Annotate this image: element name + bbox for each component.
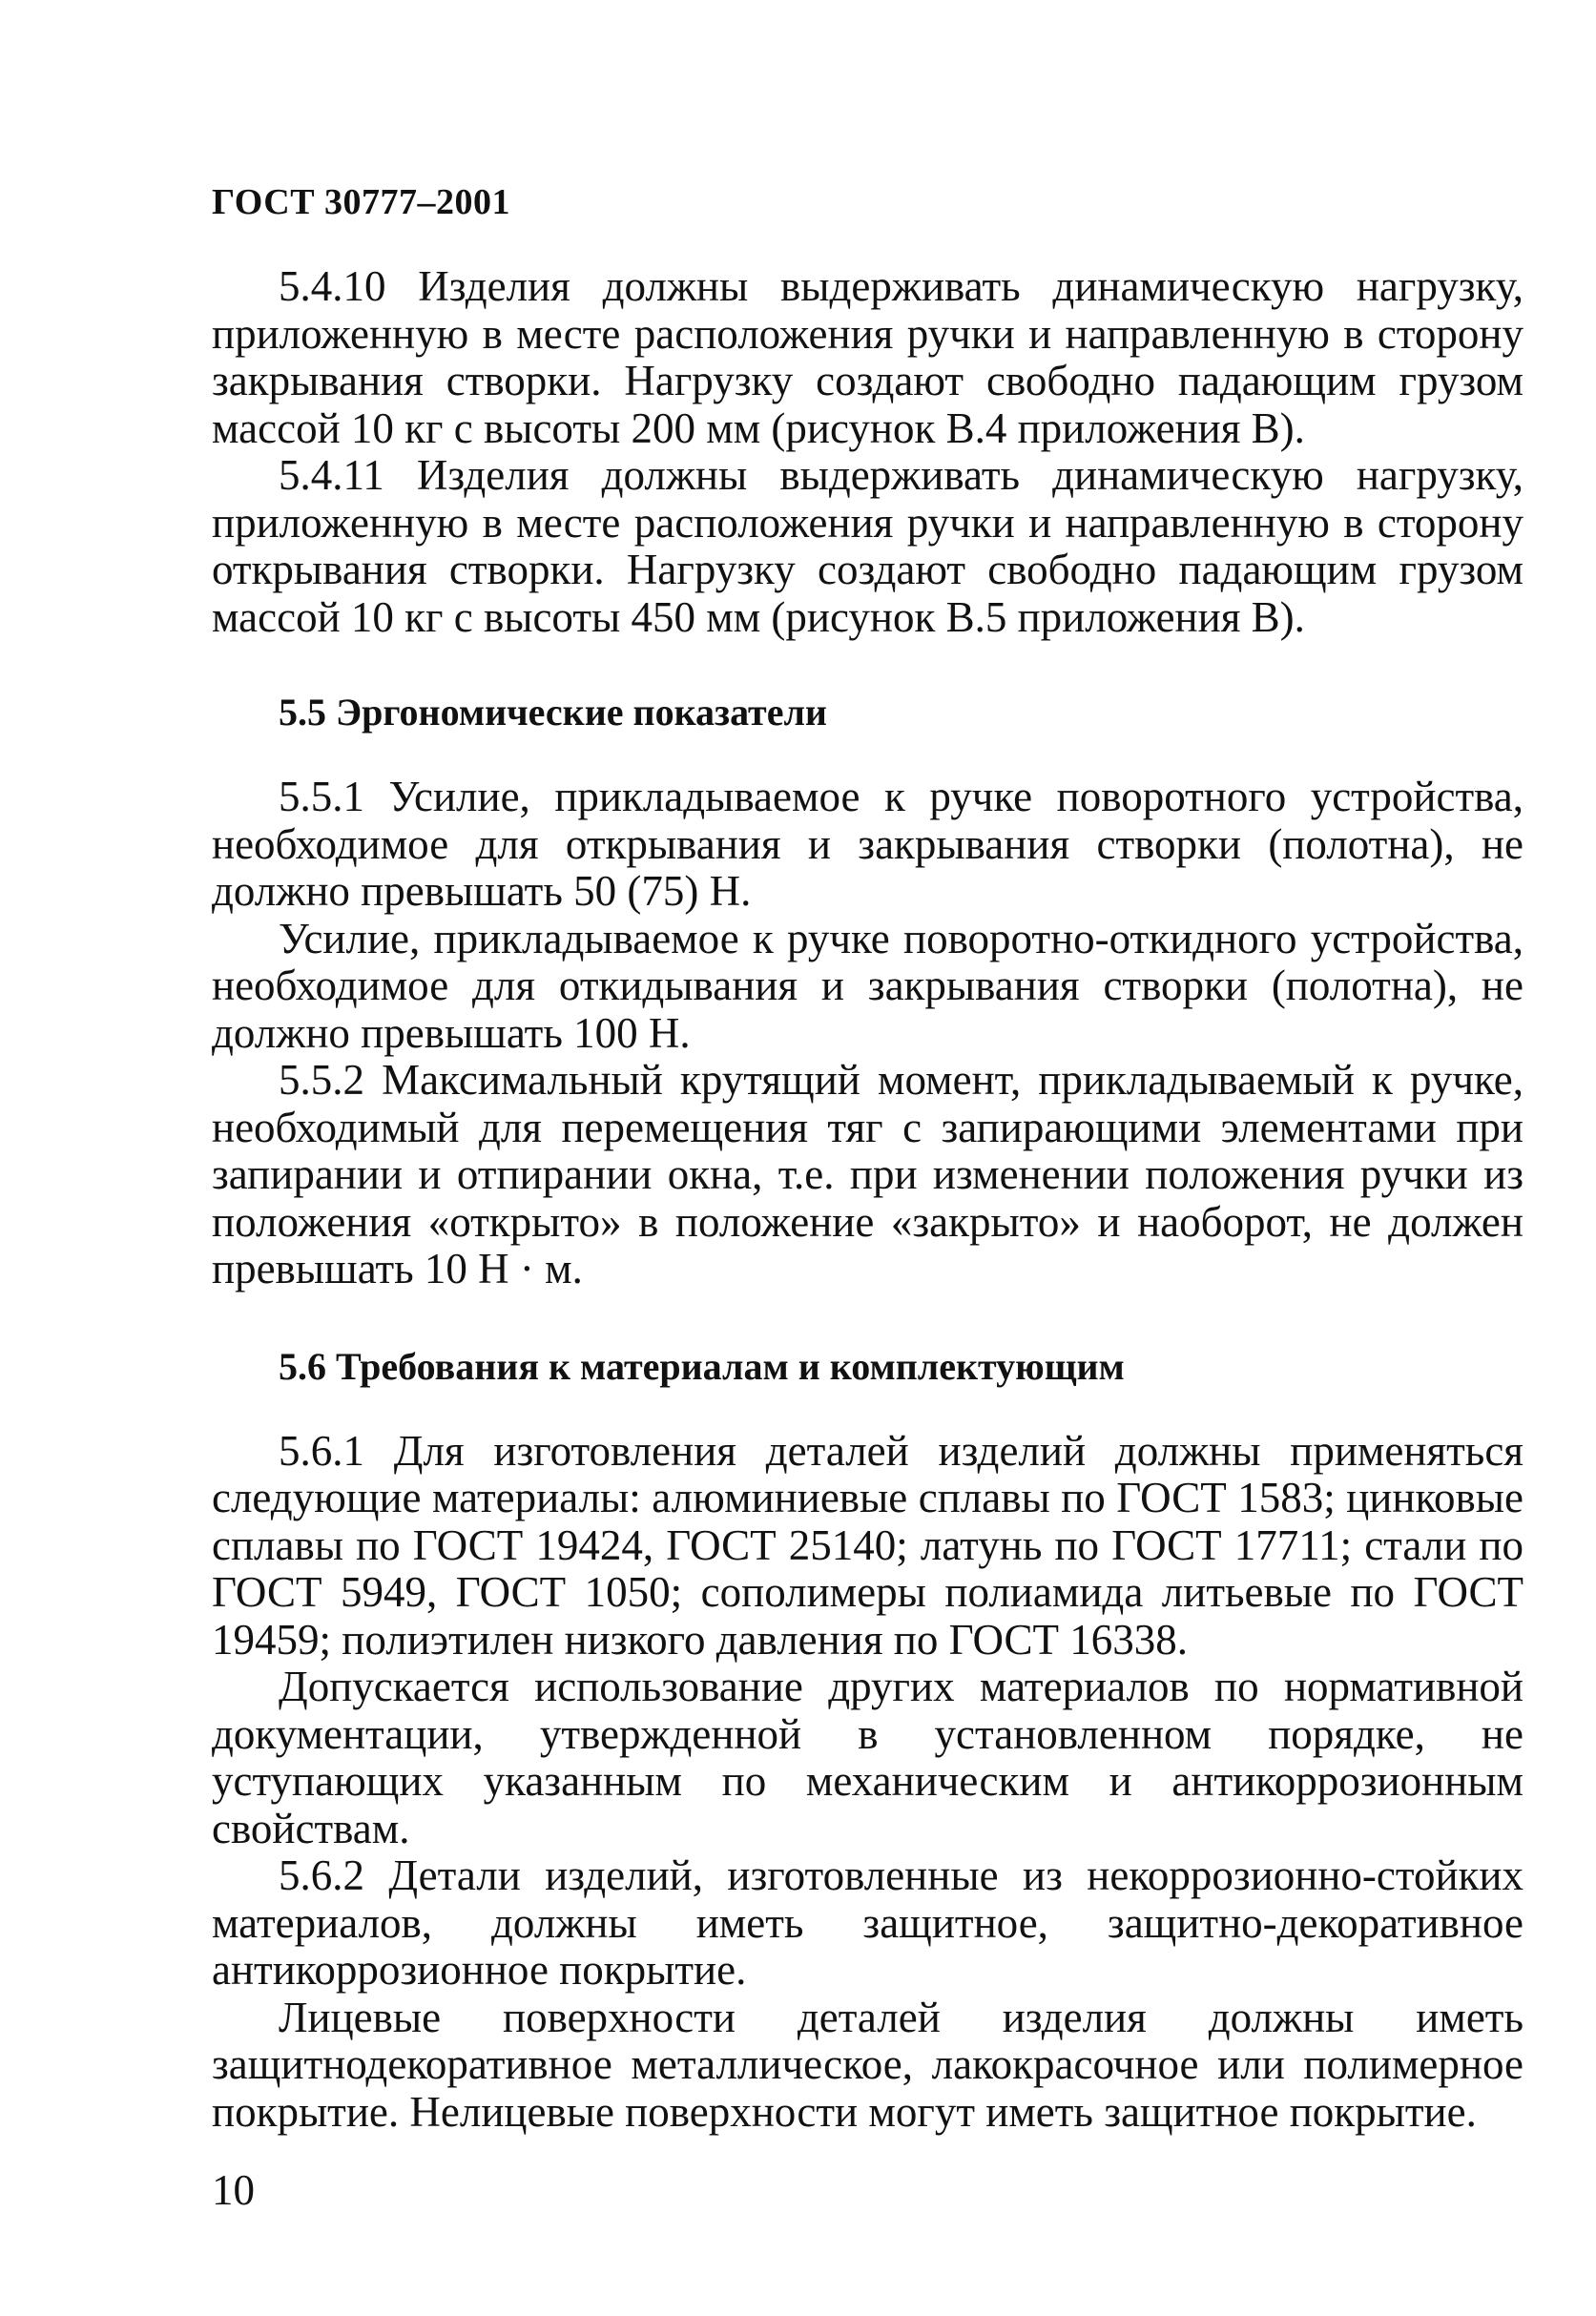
paragraph-5-6-2-continued: Лицевые поверхности деталей изделия должны иметь защитнодекоративное металлическое, лакокрасочное или полимерное покрытие. Нелицевые поверхности могут иметь защитное покрытие. [212,1993,1523,2136]
paragraph-5-6-1-continued: Допускается использование других материалов по нормативной документации, утвержденной в установленном порядке, не уступающих указанным по механическим и антикоррозионным свойствам. [212,1663,1523,1852]
paragraph-5-4-10: 5.4.10 Изделия должны выдерживать динамическую нагрузку, приложенную в месте расположения ручки и направленную в сторону закрывания створки. Нагрузку создают свободно падающим грузом массой 10 кг с высоты 200 мм (рисунок В.4 приложения В). [212,262,1523,452]
section-heading-5-6: 5.6 Требования к материалам и комплектующим [279,1344,1125,1388]
standard-header: ГОСТ 30777–2001 [212,182,511,222]
paragraph-5-5-2: 5.5.2 Максимальный крутящий момент, прикладываемый к ручке, необходимый для перемещения тяг с запирающими элементами при запирании и отпирании окна, т.е. при изменении положения ручки из положения «открыто» в положение «закрыто» и наоборот, не должен превышать 10 Н · м. [212,1056,1523,1292]
page-number: 10 [212,2166,255,2214]
paragraph-5-6-2: 5.6.2 Детали изделий, изготовленные из некоррозионно-стойких материалов, должны иметь защитное, защитно-декоративное антикоррозионное покрытие. [212,1851,1523,1994]
paragraph-5-5-1: 5.5.1 Усилие, прикладываемое к ручке поворотного устройства, необходимое для открывания и закрывания створки (полотна), не должно превышать 50 (75) Н. [212,773,1523,915]
document-body [212,263,1523,2136]
section-heading-5-5: 5.5 Эргономические показатели [279,691,827,734]
paragraph-5-4-11: 5.4.11 Изделия должны выдерживать динамическую нагрузку, приложенную в месте расположения ручки и направленную в сторону открывания створки. Нагрузку создают свободно падающим грузом массой 10 кг с высоты 450 мм (рисунок В.5 приложения В). [212,451,1523,641]
paragraph-5-5-1-continued: Усилие, прикладываемое к ручке поворотно-откидного устройства, необходимое для откидывания и закрывания створки (полотна), не должно превышать 100 Н. [212,914,1523,1057]
paragraph-5-6-1: 5.6.1 Для изготовления деталей изделий должны применяться следующие материалы: алюминиевые сплавы по ГОСТ 1583; цинковые сплавы по ГОСТ 19424, ГОСТ 25140; латунь по ГОСТ 17711; стали по ГОСТ 5949, ГОСТ 1050; сополимеры полиамида литьевые по ГОСТ 19459; полиэтилен низкого давления по ГОСТ 16338. [212,1426,1523,1664]
